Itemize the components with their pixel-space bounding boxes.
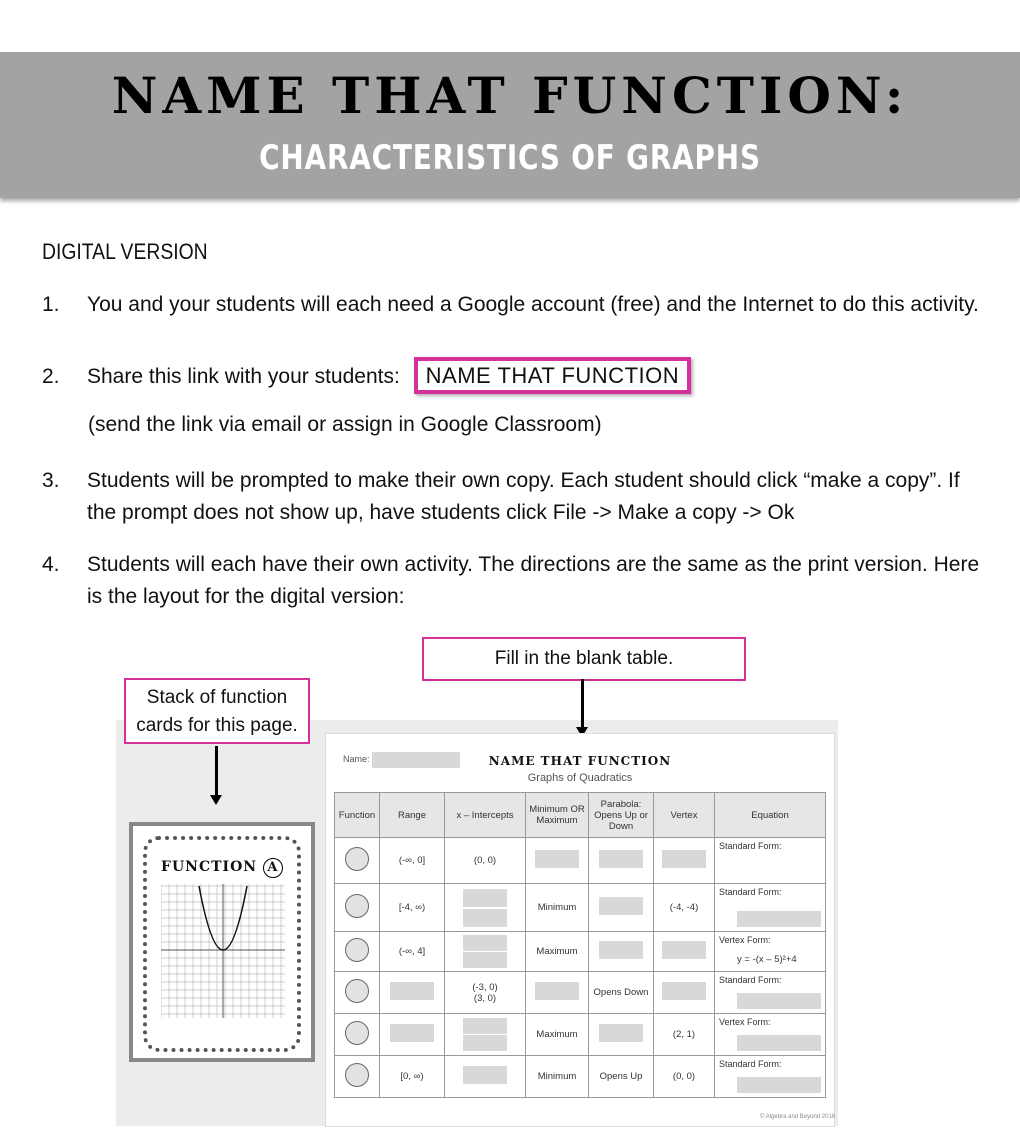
range-cell: [0, ∞) <box>380 1056 445 1098</box>
equation-cell[interactable] <box>715 838 826 884</box>
equation-label: Standard Form: <box>719 841 782 851</box>
page-subtitle: CHARACTERISTICS OF GRAPHS <box>259 138 761 178</box>
blank-field[interactable] <box>463 889 507 907</box>
drop-target-icon[interactable] <box>345 938 369 962</box>
blank-field[interactable] <box>390 982 434 1000</box>
equation-cell[interactable] <box>715 1056 826 1098</box>
blank-field[interactable] <box>390 1024 434 1042</box>
blank-field[interactable] <box>599 850 643 868</box>
minmax-cell: Maximum <box>526 1014 589 1056</box>
equation-label: Standard Form: <box>719 1059 782 1069</box>
equation-cell[interactable] <box>715 1014 826 1056</box>
column-header: Function <box>335 793 380 838</box>
blank-field[interactable] <box>662 941 706 959</box>
card-title <box>147 858 297 878</box>
equation-cell[interactable] <box>715 932 826 972</box>
table-row <box>335 838 826 884</box>
header-banner <box>0 52 1020 198</box>
callout-cards: Stack of function cards for this page. <box>124 678 310 744</box>
column-header: Minimum OR Maximum <box>526 793 589 838</box>
blank-field[interactable] <box>463 1035 507 1051</box>
blank-field[interactable] <box>463 909 507 927</box>
blank-field[interactable] <box>662 982 706 1000</box>
drop-target-icon[interactable] <box>345 1021 369 1045</box>
arrow-down-icon <box>210 795 222 805</box>
vertex-cell[interactable] <box>654 838 715 884</box>
drop-target-icon[interactable] <box>345 847 369 871</box>
blank-field[interactable] <box>463 935 507 951</box>
equation-cell[interactable] <box>715 884 826 932</box>
column-header: Range <box>380 793 445 838</box>
x-intercepts-cell: (0, 0) <box>445 838 526 884</box>
page-title: NAME THAT FUNCTION: <box>111 66 909 125</box>
table-row <box>335 972 826 1014</box>
opens-cell[interactable] <box>589 932 654 972</box>
blank-field[interactable] <box>463 952 507 968</box>
blank-field[interactable] <box>599 897 643 915</box>
blank-field[interactable] <box>737 911 821 927</box>
opens-cell[interactable] <box>589 1014 654 1056</box>
minmax-cell[interactable] <box>526 972 589 1014</box>
equation-label: Vertex Form: <box>719 1017 771 1027</box>
x-intercepts-cell[interactable] <box>445 1014 526 1056</box>
table-row <box>335 884 826 932</box>
function-table <box>334 792 826 1098</box>
minmax-cell[interactable] <box>526 838 589 884</box>
range-cell[interactable] <box>380 972 445 1014</box>
blank-field[interactable] <box>463 1066 507 1084</box>
equation-cell[interactable] <box>715 972 826 1014</box>
minmax-cell: Minimum <box>526 1056 589 1098</box>
vertex-cell[interactable] <box>654 932 715 972</box>
drop-target-icon[interactable] <box>345 979 369 1003</box>
table-row <box>335 932 826 972</box>
vertex-cell: (-4, -4) <box>654 884 715 932</box>
section-heading: DIGITAL VERSION <box>42 239 208 264</box>
x-intercept-value: (3, 0) <box>473 992 497 1004</box>
callout-table: Fill in the blank table. <box>422 637 746 681</box>
drop-target-icon[interactable] <box>345 1063 369 1087</box>
blank-field[interactable] <box>599 941 643 959</box>
card-title-text: FUNCTION <box>161 859 258 875</box>
step-text: You and your students will each need a Google account (free) and the Internet to do this activity. <box>87 293 979 316</box>
step-text: Students will each have their own activity. The directions are the same as the print version. Here is the layout for the digital version: <box>87 553 980 608</box>
minmax-cell: Minimum <box>526 884 589 932</box>
step-text-main: Share this link with your students: <box>87 365 400 388</box>
name-input[interactable] <box>372 752 460 768</box>
blank-field[interactable] <box>737 1035 821 1051</box>
step-number: 1. <box>42 293 60 316</box>
blank-field[interactable] <box>737 993 821 1009</box>
card-border <box>143 836 301 1052</box>
x-intercepts-cell <box>445 972 526 1014</box>
function-slot[interactable] <box>335 838 380 884</box>
equation-label: Standard Form: <box>719 975 782 985</box>
blank-field[interactable] <box>662 850 706 868</box>
step-2-note: (send the link via email or assign in Google Classroom) <box>88 413 602 436</box>
blank-field[interactable] <box>599 1024 643 1042</box>
arrow-line <box>215 746 218 795</box>
x-intercepts-cell[interactable] <box>445 1056 526 1098</box>
range-cell: (-∞, 4] <box>380 932 445 972</box>
opens-cell[interactable] <box>589 838 654 884</box>
copyright-text: © Algebra and Beyond 2016 <box>760 1114 836 1120</box>
drop-target-icon[interactable] <box>345 894 369 918</box>
activity-link[interactable]: NAME THAT FUNCTION <box>414 357 691 394</box>
table-row <box>335 1014 826 1056</box>
x-intercepts-cell[interactable] <box>445 884 526 932</box>
vertex-cell: (2, 1) <box>654 1014 715 1056</box>
blank-field[interactable] <box>463 1018 507 1034</box>
opens-cell[interactable] <box>589 884 654 932</box>
vertex-cell: (0, 0) <box>654 1056 715 1098</box>
step-number: 2. <box>42 365 60 388</box>
equation-label: Standard Form: <box>719 887 782 897</box>
equation-value: y = -(x – 5)²+4 <box>737 954 797 965</box>
range-cell: (-∞, 0] <box>380 838 445 884</box>
function-slot[interactable] <box>335 1056 380 1098</box>
blank-field[interactable] <box>535 850 579 868</box>
blank-field[interactable] <box>737 1077 821 1093</box>
x-intercepts-cell[interactable] <box>445 932 526 972</box>
name-label: Name: <box>343 754 370 764</box>
arrow-line <box>581 679 584 727</box>
opens-cell: Opens Up <box>589 1056 654 1098</box>
step-text: Students will be prompted to make their own copy. Each student should click “make a copy”. If the prompt does not show up, have students click File -> Make a copy -> Ok <box>87 469 960 524</box>
function-slot[interactable] <box>335 932 380 972</box>
function-slot[interactable] <box>335 884 380 932</box>
vertex-cell[interactable] <box>654 972 715 1014</box>
opens-cell: Opens Down <box>589 972 654 1014</box>
function-slot[interactable] <box>335 972 380 1014</box>
table-row <box>335 1056 826 1098</box>
column-header: Parabola: Opens Up or Down <box>589 793 654 838</box>
range-cell: [-4, ∞) <box>380 884 445 932</box>
function-card[interactable] <box>129 822 315 1062</box>
parabola-graph-icon <box>161 884 285 1018</box>
step-text <box>87 361 982 393</box>
column-header: Equation <box>715 793 826 838</box>
equation-label: Vertex Form: <box>719 935 771 945</box>
x-intercept-value: (-3, 0) <box>472 981 498 993</box>
column-header: Vertex <box>654 793 715 838</box>
step-number: 3. <box>42 469 60 492</box>
range-cell[interactable] <box>380 1014 445 1056</box>
minmax-cell: Maximum <box>526 932 589 972</box>
function-slot[interactable] <box>335 1014 380 1056</box>
step-number: 4. <box>42 553 60 576</box>
card-letter: A <box>263 858 283 878</box>
blank-field[interactable] <box>535 982 579 1000</box>
worksheet-title: NAME THAT FUNCTION <box>488 754 672 768</box>
worksheet-subtitle: Graphs of Quadratics <box>527 772 633 784</box>
table-header-row <box>335 793 826 838</box>
column-header: x – Intercepts <box>445 793 526 838</box>
